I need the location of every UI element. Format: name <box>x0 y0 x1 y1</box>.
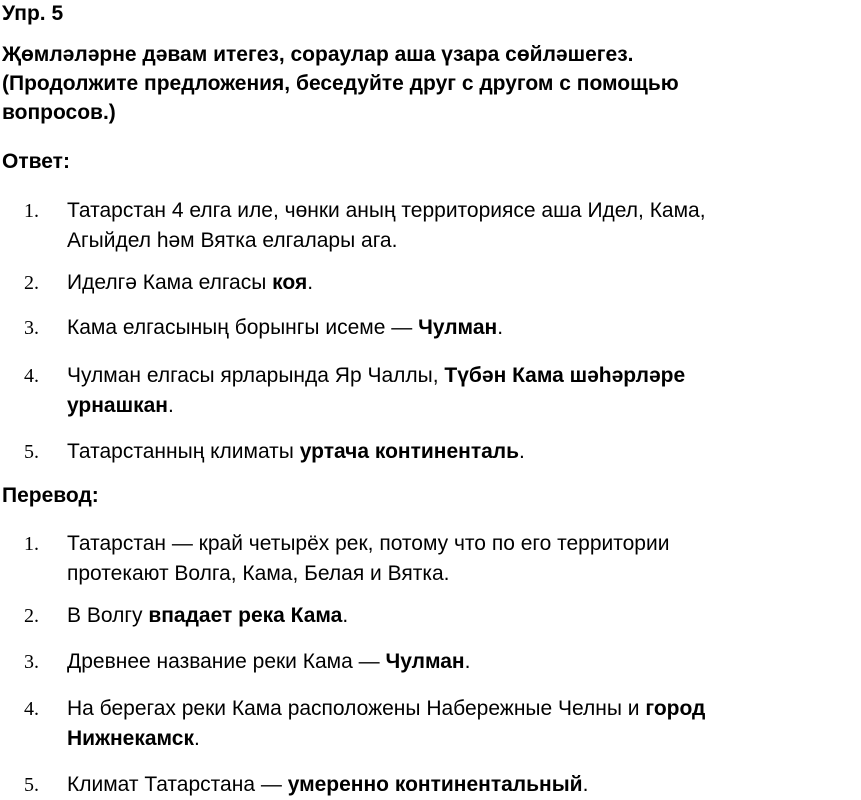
item-bold-text: урнашкан <box>67 394 168 417</box>
exercise-title: Упр. 5 <box>2 2 64 25</box>
translation-item-5 <box>67 770 861 800</box>
item-punctuation: . <box>464 650 471 673</box>
item-bold-text: умеренно континентальный <box>287 773 583 796</box>
item-bold-text: Түбән Кама шәһәрләре <box>444 364 686 387</box>
item-text: Агыйдел һәм Вятка елгалары ага. <box>67 229 398 252</box>
task-line: вопросов.) <box>2 101 116 124</box>
translation-heading: Перевод: <box>2 484 99 507</box>
task-line: Җөмләләрне дәвам итегез, сораулар аша үзара сөйләшегез. <box>2 43 634 66</box>
item-text: Татарстан — край четырёх рек, потому что по его территории <box>67 532 670 555</box>
list-item-number: 2. <box>24 605 39 627</box>
item-text: На берегах реки Кама расположены Набережные Челны и <box>67 697 646 720</box>
list-item-number: 3. <box>24 651 39 673</box>
list-item-number: 4. <box>24 698 39 720</box>
answer-item-2 <box>67 268 861 298</box>
translation-item-4 <box>67 694 861 754</box>
item-text: Чулман елгасы ярларында Яр Чаллы, <box>67 364 445 387</box>
list-item-number: 5. <box>24 441 39 463</box>
item-text: Татарстанның климаты <box>67 440 300 463</box>
translation-item-2 <box>67 601 861 631</box>
item-text: протекают Волга, Кама, Белая и Вятка. <box>67 562 450 585</box>
item-punctuation: . <box>582 773 589 796</box>
task-line: (Продолжите предложения, беседуйте друг с другом с помощью <box>2 72 679 95</box>
item-punctuation: . <box>307 271 314 294</box>
item-bold-text: коя <box>272 271 308 294</box>
list-item-number: 5. <box>24 774 39 796</box>
list-item-number: 1. <box>24 533 39 555</box>
item-text: Иделгә Кама елгасы <box>67 271 273 294</box>
item-punctuation: . <box>497 316 504 339</box>
item-bold-text: Нижнекамск <box>67 727 194 750</box>
item-punctuation: . <box>193 727 200 750</box>
item-punctuation: . <box>167 394 174 417</box>
item-punctuation: . <box>342 604 349 627</box>
answer-heading: Ответ: <box>2 150 70 173</box>
item-text: Татарстан 4 елга иле, чөнки аның территориясе аша Идел, Кама, <box>67 199 706 222</box>
translation-item-1 <box>67 529 861 589</box>
item-text: Климат Татарстана — <box>67 773 288 796</box>
item-text: Кама елгасының борынгы исеме — <box>67 316 419 339</box>
answer-item-1 <box>67 196 861 256</box>
item-bold-text: Чулман <box>385 650 465 673</box>
list-item-number: 3. <box>24 317 39 339</box>
list-item-number: 2. <box>24 272 39 294</box>
item-text: В Волгу <box>67 604 149 627</box>
answer-item-4 <box>67 361 861 421</box>
answer-item-3 <box>67 313 861 343</box>
list-item-number: 1. <box>24 200 39 222</box>
item-bold-text: Чулман <box>418 316 498 339</box>
item-bold-text: город <box>645 697 706 720</box>
item-text: Древнее название реки Кама — <box>67 650 386 673</box>
answer-item-5 <box>67 437 861 467</box>
translation-item-3 <box>67 647 861 677</box>
task-instruction <box>2 40 857 127</box>
item-bold-text: впадает река Кама <box>148 604 343 627</box>
item-punctuation: . <box>519 440 525 463</box>
item-bold-text: уртача континенталь <box>299 440 520 463</box>
list-item-number: 4. <box>24 365 39 387</box>
